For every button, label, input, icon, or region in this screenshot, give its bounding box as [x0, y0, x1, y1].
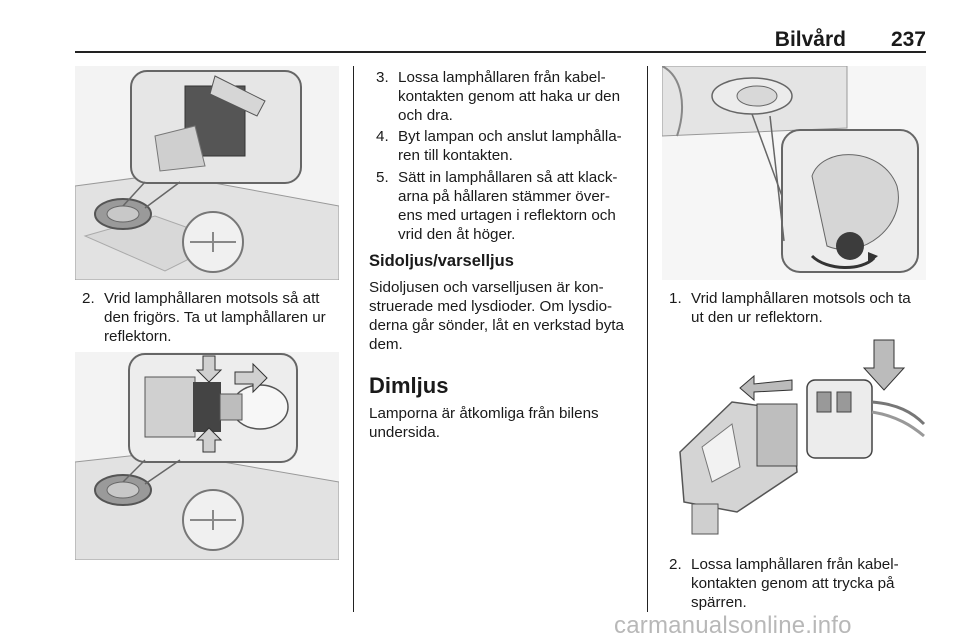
sidelight-heading: Sidoljus/varselljus [369, 252, 514, 270]
page-header [75, 28, 926, 52]
section-title: Bilvård [774, 28, 846, 51]
figure-connector-release [662, 332, 926, 540]
step-item [376, 68, 638, 128]
header-rule [75, 51, 926, 53]
step-text: Lossa lamphållaren från kabel- kontakten genom att trycka på spärren. [691, 556, 899, 611]
step-item [376, 127, 638, 167]
fog-heading: Dimljus [369, 373, 449, 398]
step-text: Lossa lamphållaren från kabel- kontakten genom att haka ur den och dra. [398, 69, 621, 124]
step-item [82, 289, 347, 349]
figure-foglamp-location [662, 66, 926, 280]
step-number: 3. [376, 69, 389, 86]
step-number: 5. [376, 169, 389, 186]
column-divider-left [353, 66, 354, 612]
step-item [376, 168, 638, 248]
step-item [669, 289, 934, 329]
step-number: 2. [669, 556, 682, 573]
figure-headlamp-holder-removal [75, 66, 339, 280]
step-number: 1. [669, 290, 682, 307]
step-number: 4. [376, 128, 389, 145]
step-number: 2. [82, 290, 95, 307]
step-text: Vrid lamphållaren motsols så att den frigörs. Ta ut lamphållaren ur reflektorn. [104, 290, 326, 345]
page-number: 237 [890, 28, 926, 51]
step-text: Byt lampan och anslut lamphålla- ren till kontakten. [398, 128, 622, 164]
watermark: carmanualsonline.info [614, 612, 852, 639]
step-item [669, 555, 934, 615]
sidelight-paragraph: Sidoljusen och varselljusen är kon- struerade med lysdioder. Om lysdio- derna går sönder, låt en verkstad byta dem. [369, 279, 624, 353]
step-text: Vrid lamphållaren motsols och ta ut den ur reflektorn. [691, 290, 911, 326]
fog-paragraph: Lamporna är åtkomliga från bilens undersida. [369, 405, 599, 441]
column-divider-right [647, 66, 648, 612]
step-text: Sätt in lamphållaren så att klack- arna på hållaren stämmer över- ens med urtagen i reflektorn och vrid den åt höger. [398, 169, 618, 243]
figure-bulb-holder-detach [75, 352, 339, 560]
